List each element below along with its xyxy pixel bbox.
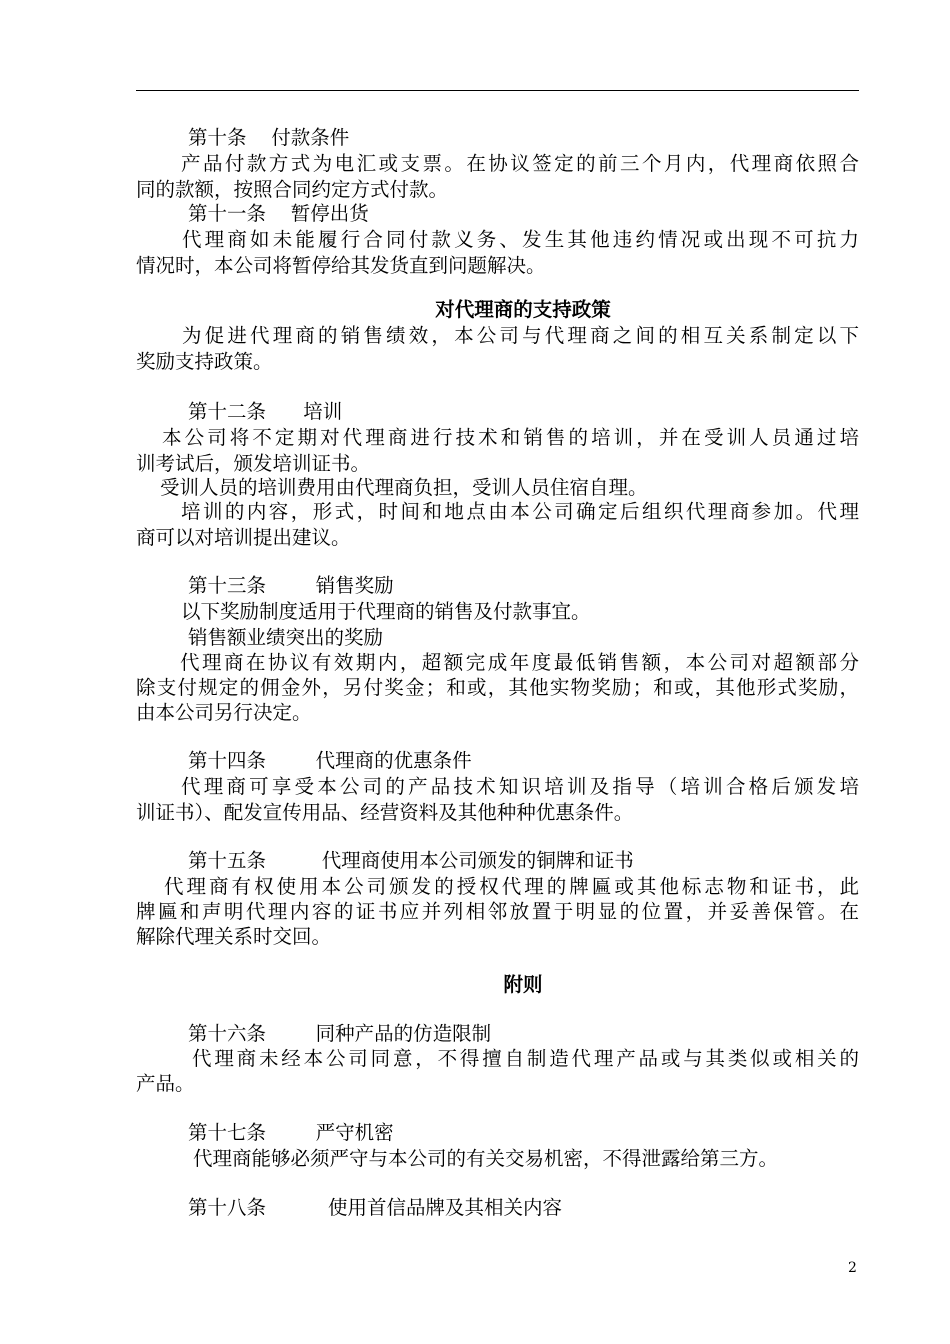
article-11-line-2: 情况时，本公司将暂停给其发货直到问题解决。 bbox=[136, 254, 546, 277]
article-14-title: 第十四条 代理商的优惠条件 bbox=[188, 749, 472, 772]
article-13-line-1: 以下奖励制度适用于代理商的销售及付款事宜。 bbox=[181, 600, 591, 623]
article-15-line-3: 解除代理关系时交回。 bbox=[136, 925, 332, 948]
section-heading-support: 对代理商的支持政策 bbox=[435, 298, 611, 321]
article-12-line-4: 培训的内容，形式，时间和地点由本公司确定后组织代理商参加。代理 bbox=[181, 500, 859, 523]
article-10-line-1: 产品付款方式为电汇或支票。在协议签定的前三个月内，代理商依照合 bbox=[181, 152, 859, 175]
article-15-line-1: 代理商有权使用本公司颁发的授权代理的牌匾或其他标志物和证书，此 bbox=[164, 875, 859, 898]
article-12-line-1: 本公司将不定期对代理商进行技术和销售的培训，并在受训人员通过培 bbox=[162, 426, 859, 449]
support-intro-line-1: 为促进代理商的销售绩效，本公司与代理商之间的相互关系制定以下 bbox=[182, 324, 859, 347]
section-heading-appendix: 附则 bbox=[503, 973, 543, 996]
article-10-line-2: 同的款额，按照合同约定方式付款。 bbox=[136, 178, 449, 201]
article-16-line-2: 产品。 bbox=[136, 1072, 195, 1095]
header-rule bbox=[136, 90, 859, 91]
article-15-title: 第十五条 代理商使用本公司颁发的铜牌和证书 bbox=[188, 849, 634, 872]
article-14-line-2: 训证书）、配发宣传用品、经营资料及其他种种优惠条件。 bbox=[136, 801, 634, 824]
article-13-line-5: 由本公司另行决定。 bbox=[136, 701, 312, 724]
article-13-line-4: 除支付规定的佣金外，另付奖金；和或，其他实物奖励；和或，其他形式奖励， bbox=[136, 676, 859, 699]
article-12-line-5: 商可以对培训提出建议。 bbox=[136, 526, 351, 549]
article-17-line-1: 代理商能够必须严守与本公司的有关交易机密，不得泄露给第三方。 bbox=[193, 1147, 779, 1170]
article-13-line-2: 销售额业绩突出的奖励 bbox=[188, 626, 384, 649]
article-14-line-1: 代理商可享受本公司的产品技术知识培训及指导（培训合格后颁发培 bbox=[181, 775, 859, 798]
article-12-line-3: 受训人员的培训费用由代理商负担，受训人员住宿自理。 bbox=[160, 476, 648, 499]
article-16-line-1: 代理商未经本公司同意，不得擅自制造代理产品或与其类似或相关的 bbox=[192, 1047, 859, 1070]
article-12-line-2: 训考试后，颁发培训证书。 bbox=[136, 452, 371, 475]
page-number: 2 bbox=[848, 1260, 857, 1276]
article-18-title: 第十八条 使用首信品牌及其相关内容 bbox=[188, 1196, 562, 1219]
article-10-title: 第十条 付款条件 bbox=[188, 126, 350, 149]
article-13-title: 第十三条 销售奖励 bbox=[188, 574, 394, 597]
support-intro-line-2: 奖励支持政策。 bbox=[136, 350, 273, 373]
article-16-title: 第十六条 同种产品的仿造限制 bbox=[188, 1022, 492, 1045]
article-15-line-2: 牌匾和声明代理内容的证书应并列相邻放置于明显的位置，并妥善保管。在 bbox=[136, 900, 859, 923]
article-13-line-3: 代理商在协议有效期内，超额完成年度最低销售额，本公司对超额部分 bbox=[180, 651, 859, 674]
article-17-title: 第十七条 严守机密 bbox=[188, 1121, 394, 1144]
article-11-line-1: 代理商如未能履行合同付款义务、发生其他违约情况或出现不可抗力 bbox=[182, 228, 859, 251]
article-11-title: 第十一条 暂停出货 bbox=[188, 202, 369, 225]
article-12-title: 第十二条 培训 bbox=[188, 400, 343, 423]
